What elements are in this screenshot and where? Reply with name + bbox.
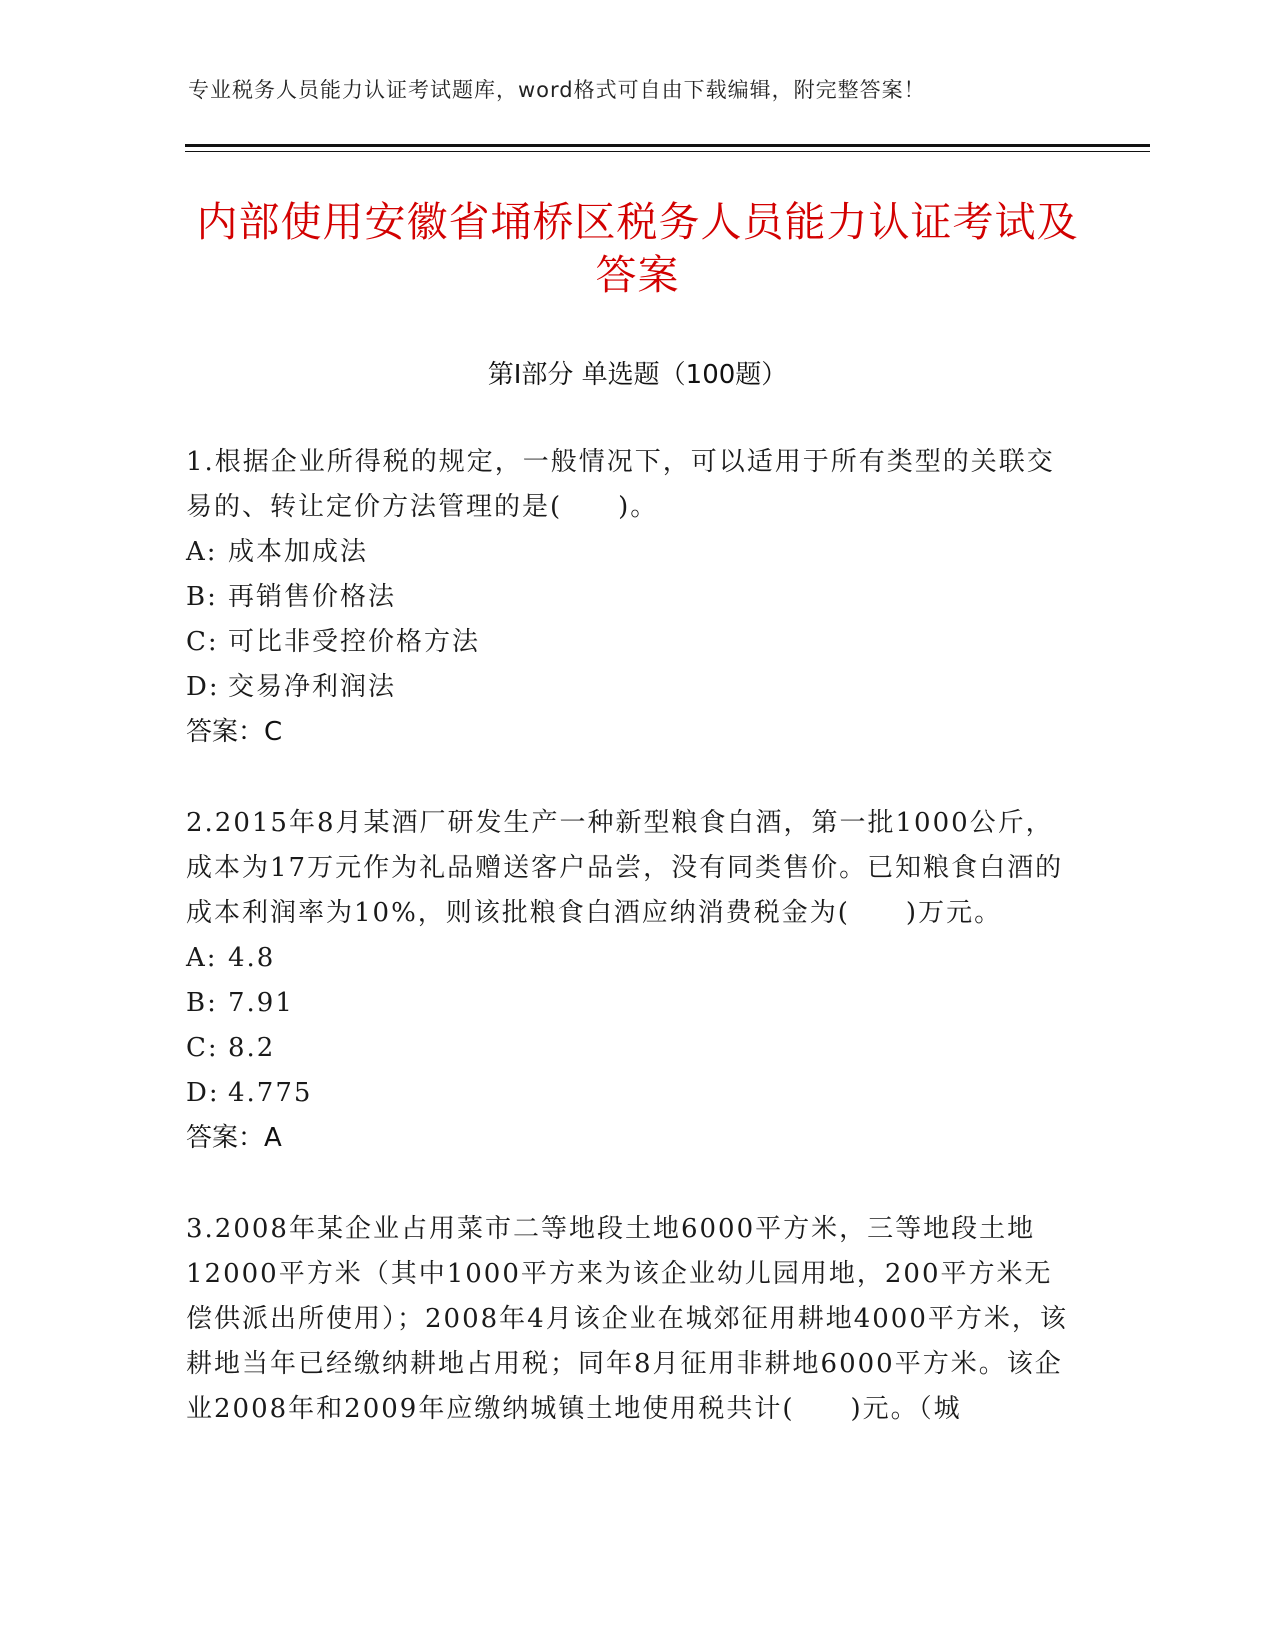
option-d [186, 665, 1076, 710]
option-letter: B: [186, 988, 218, 1018]
option-c [186, 1026, 1076, 1071]
header-rule-thick [185, 144, 1150, 147]
answer-line: 答案：A [186, 1123, 282, 1153]
option-list [186, 530, 1076, 710]
option-text: 4.775 [228, 1078, 313, 1108]
option-text: 可比非受控价格方法 [228, 627, 481, 657]
question-stem: 2.2015年8月某酒厂研发生产一种新型粮食白酒，第一批1000公斤，成本为17万元作为礼品赠送客户品尝，没有同类售价。已知粮食白酒的成本利润率为10%，则该批粮食白酒应纳消费税金为( )万元。 [186, 808, 1064, 928]
option-b [186, 981, 1076, 1026]
option-c [186, 620, 1076, 665]
header-rule-thin [185, 151, 1150, 152]
option-d [186, 1071, 1076, 1116]
section-heading: 第Ⅰ部分 单选题（100题） [487, 360, 788, 390]
option-letter: D: [186, 1078, 220, 1108]
option-letter: C: [186, 627, 219, 657]
option-text: 4.8 [228, 943, 276, 973]
option-text: 成本加成法 [228, 537, 369, 567]
option-letter: C: [186, 1033, 219, 1063]
option-text: 再销售价格法 [228, 582, 397, 612]
answer-line: 答案：C [186, 717, 283, 747]
option-a [186, 936, 1076, 981]
option-letter: D: [186, 672, 220, 702]
option-list [186, 936, 1076, 1116]
question-stem: 1.根据企业所得税的规定，一般情况下，可以适用于所有类型的关联交易的、转让定价方法管理的是( )。 [186, 447, 1055, 522]
document-title: 内部使用安徽省埇桥区税务人员能力认证考试及答案 [196, 198, 1079, 299]
option-text: 7.91 [228, 988, 294, 1018]
option-text: 交易净利润法 [228, 672, 397, 702]
question-stem: 3.2008年某企业占用菜市二等地段土地6000平方米，三等地段土地12000平方米（其中1000平方来为该企业幼儿园用地，200平方米无偿供派出所使用）；2008年4月该企业在城郊征用耕地4000平方米，该耕地当年已经缴纳耕地占用税；同年8月征用非耕地6000平方米。该企业2008年和2009年应缴纳城镇土地使用税共计( )元。（城 [186, 1214, 1068, 1424]
option-text: 8.2 [228, 1033, 276, 1063]
option-b [186, 575, 1076, 620]
question-1 [186, 440, 1076, 755]
option-letter: A: [186, 943, 218, 973]
option-letter: B: [186, 582, 218, 612]
question-3 [186, 1207, 1076, 1432]
question-list [186, 440, 1076, 1478]
option-a [186, 530, 1076, 575]
header-note: 专业税务人员能力认证考试题库，word格式可自由下载编辑，附完整答案！ [188, 78, 926, 102]
question-2 [186, 801, 1076, 1161]
option-letter: A: [186, 537, 218, 567]
